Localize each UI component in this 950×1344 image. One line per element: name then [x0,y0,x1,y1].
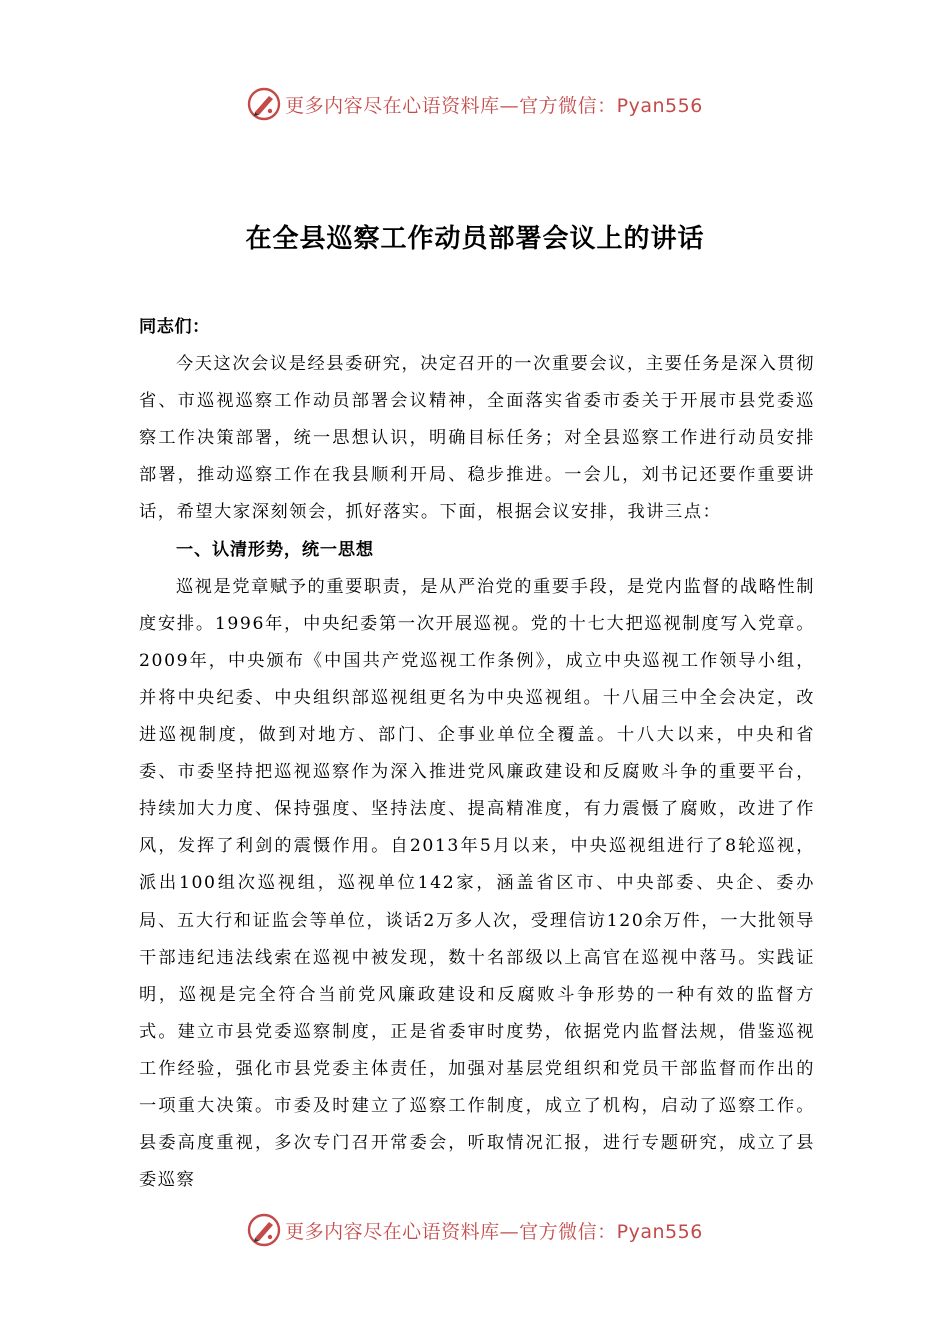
watermark-wechat-id: Pyan556 [616,1220,703,1243]
paragraph-section-1: 巡视是党章赋予的重要职责，是从严治党的重要手段，是党内监督的战略性制度安排。1996年，中央纪委第一次开展巡视。党的十七大把巡视制度写入党章。2009年，中央颁布《中国共产党巡视工作条例》，成立中央巡视工作领导小组，并将中央纪委、中央组织部巡视组更名为中央巡视组。十八届三中全会决定，改进巡视制度，做到对地方、部门、企事业单位全覆盖。十八大以来，中央和省委、市委坚持把巡视巡察作为深入推进党风廉政建设和反腐败斗争的重要平台，持续加大力度、保持强度、坚持法度、提高精准度，有力震慑了腐败，改进了作风，发挥了利剑的震慑作用。自2013年5月以来，中央巡视组进行了8轮巡视，派出100组次巡视组，巡视单位142家，涵盖省区市、中央部委、央企、委办局、五大行和证监会等单位，谈话2万多人次，受理信访120余万件，一大批领导干部违纪违法线索在巡视中被发现，数十名部级以上高官在巡视中落马。实践证明，巡视是完全符合当前党风廉政建设和反腐败斗争形势的一种有效的监督方式。建立市县党委巡察制度，正是省委审时度势，依据党内监督法规，借鉴巡视工作经验，强化市县党委主体责任，加强对基层党组织和党员干部监督而作出的一项重大决策。市委及时建立了巡察工作制度，成立了机构，启动了巡察工作。县委高度重视，多次专门召开常委会，听取情况汇报，进行专题研究，成立了县委巡察 [139,576,815,1191]
watermark-text: 更多内容尽在心语资料库—官方微信： [285,94,617,117]
pen-logo-icon [247,1213,281,1247]
footer-watermark [0,1210,950,1250]
section-heading-1: 一、认清形势，统一思想 [175,539,374,560]
document-body [139,309,815,1199]
header-watermark [0,84,950,124]
watermark-label [285,91,703,118]
paragraph-intro: 今天这次会议是经县委研究，决定召开的一次重要会议，主要任务是深入贯彻省、市巡视巡察工作动员部署会议精神，全面落实省委市委关于开展市县党委巡察工作决策部署，统一思想认识，明确目标任务；对全县巡察工作进行动员安排部署，推动巡察工作在我县顺利开局、稳步推进。一会儿，刘书记还要作重要讲话，希望大家深刻领会，抓好落实。下面，根据会议安排，我讲三点： [139,354,815,523]
document-title: 在全县巡察工作动员部署会议上的讲话 [245,224,705,254]
watermark-label [285,1217,703,1244]
watermark-wechat-id: Pyan556 [616,94,703,117]
watermark-text: 更多内容尽在心语资料库—官方微信： [285,1220,617,1243]
greeting: 同志们： [139,317,210,337]
pen-logo-icon [247,87,281,121]
